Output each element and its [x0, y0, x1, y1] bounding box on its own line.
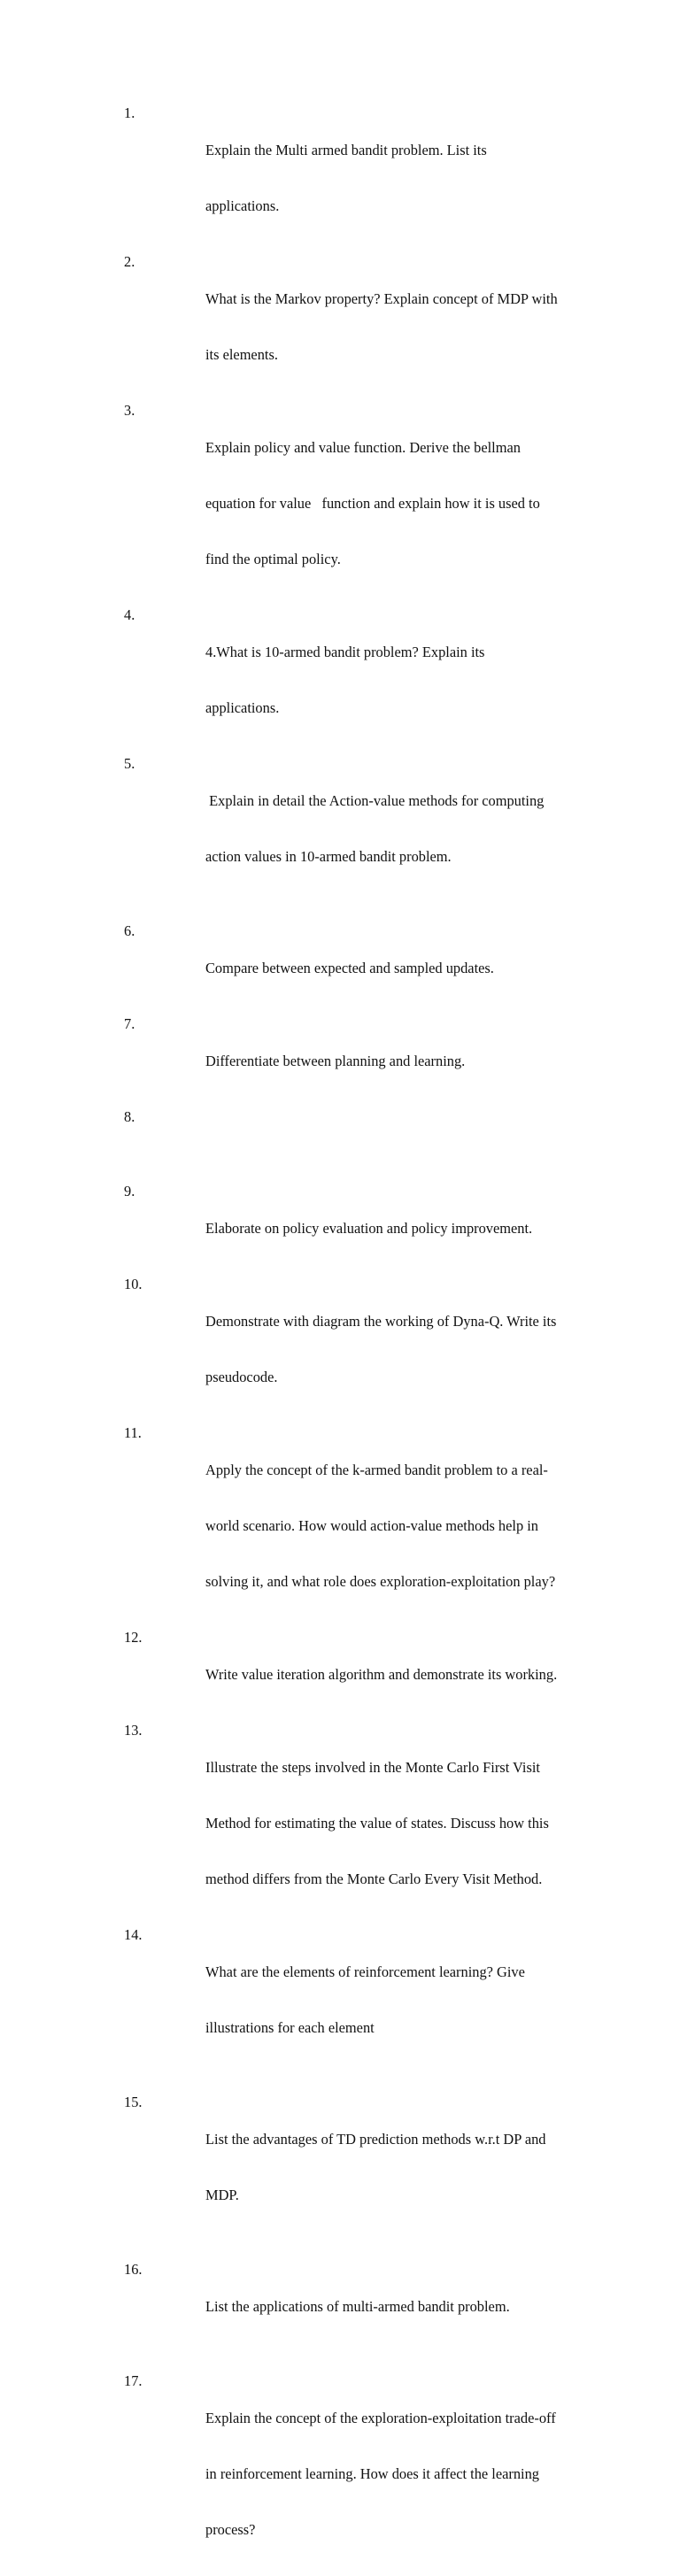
question-line: Write value iteration algorithm and demonstrate its working.	[205, 1666, 558, 1683]
question-item	[0, 1423, 680, 1628]
question-line: What are the elements of reinforcement learning? Give	[205, 1963, 525, 1980]
question-list	[0, 104, 680, 2576]
question-number: 15.	[124, 2094, 143, 2110]
question-text	[205, 252, 595, 401]
question-line: Illustrate the steps involved in the Monte Carlo First Visit	[205, 1759, 540, 1776]
question-number: 8.	[124, 1108, 135, 1125]
question-line: equation for value function and explain how it is used to	[205, 495, 540, 512]
question-line: List the applications of multi-armed bandit problem.	[205, 2298, 510, 2315]
question-item	[0, 104, 680, 252]
question-line: Explain the concept of the exploration-exploitation trade-off	[205, 2410, 556, 2426]
question-number: 17.	[124, 2372, 143, 2389]
question-number: 12.	[124, 1629, 143, 1646]
question-text	[205, 605, 595, 754]
question-text	[205, 1182, 595, 1275]
question-item	[0, 1628, 680, 1721]
question-line: method differs from the Monte Carlo Every Visit Method.	[205, 1870, 543, 1887]
question-number: 7.	[124, 1015, 135, 1032]
question-number: 4.	[124, 606, 135, 623]
question-number: 11.	[124, 1424, 142, 1441]
question-line: Elaborate on policy evaluation and policy improvement.	[205, 1220, 533, 1237]
question-number: 14.	[124, 1926, 143, 1943]
question-text	[205, 1721, 595, 1925]
question-line: find the optimal policy.	[205, 551, 341, 567]
question-text	[205, 1628, 595, 1721]
question-line: Compare between expected and sampled updates.	[205, 960, 494, 976]
question-number: 10.	[124, 1276, 143, 1292]
question-text	[205, 1014, 595, 1107]
question-text	[205, 104, 595, 252]
question-text	[205, 1107, 595, 1182]
question-item	[0, 605, 680, 754]
question-text	[205, 1925, 595, 2074]
question-line: 4.What is 10-armed bandit problem? Explain its	[205, 644, 485, 660]
question-item	[0, 2372, 680, 2576]
question-item	[0, 2260, 680, 2353]
question-item	[0, 1107, 680, 1182]
question-line: Explain in detail the Action-value methods for computing	[205, 792, 545, 809]
question-line: List the advantages of TD prediction methods w.r.t DP and	[205, 2131, 546, 2148]
question-text	[205, 2093, 595, 2241]
question-line: Explain the Multi armed bandit problem. List its	[205, 142, 487, 158]
question-line: its elements.	[205, 346, 278, 363]
question-line: solving it, and what role does exploration-exploitation play?	[205, 1573, 556, 1590]
question-item	[0, 1925, 680, 2074]
question-text	[205, 1423, 595, 1628]
question-text	[205, 922, 595, 1014]
question-number: 1.	[124, 104, 135, 121]
question-line: Apply the concept of the k-armed bandit problem to a real-	[205, 1462, 548, 1478]
question-item	[0, 922, 680, 1014]
question-text	[205, 2260, 595, 2353]
question-line: in reinforcement learning. How does it affect the learning	[205, 2465, 539, 2482]
question-item	[0, 401, 680, 605]
question-number: 3.	[124, 402, 135, 419]
question-item	[0, 1182, 680, 1275]
question-line: process?	[205, 2521, 256, 2538]
question-line: illustrations for each element	[205, 2019, 375, 2036]
question-item	[0, 252, 680, 401]
question-line: applications.	[205, 197, 280, 214]
question-line: Demonstrate with diagram the working of Dyna-Q. Write its	[205, 1313, 557, 1330]
question-text	[205, 1275, 595, 1423]
question-line: Explain policy and value function. Derive the bellman	[205, 439, 521, 456]
question-text	[205, 2372, 595, 2576]
question-item	[0, 1275, 680, 1423]
question-text	[205, 401, 595, 605]
question-number: 6.	[124, 922, 135, 939]
question-item	[0, 2093, 680, 2241]
question-line: applications.	[205, 699, 280, 716]
question-line: Method for estimating the value of states. Discuss how this	[205, 1815, 549, 1832]
question-line: What is the Markov property? Explain concept of MDP with	[205, 290, 558, 307]
question-line: pseudocode.	[205, 1369, 278, 1385]
question-line: world scenario. How would action-value methods help in	[205, 1517, 538, 1534]
question-number: 9.	[124, 1183, 135, 1199]
question-line: Differentiate between planning and learning.	[205, 1053, 466, 1069]
question-item	[0, 1721, 680, 1925]
question-number: 13.	[124, 1722, 143, 1739]
question-item	[0, 1014, 680, 1107]
question-line: action values in 10-armed bandit problem.	[205, 848, 452, 865]
question-line: MDP.	[205, 2187, 239, 2203]
question-number: 2.	[124, 253, 135, 270]
question-text	[205, 754, 595, 903]
question-number: 5.	[124, 755, 135, 772]
question-item	[0, 754, 680, 903]
question-number: 16.	[124, 2261, 143, 2278]
